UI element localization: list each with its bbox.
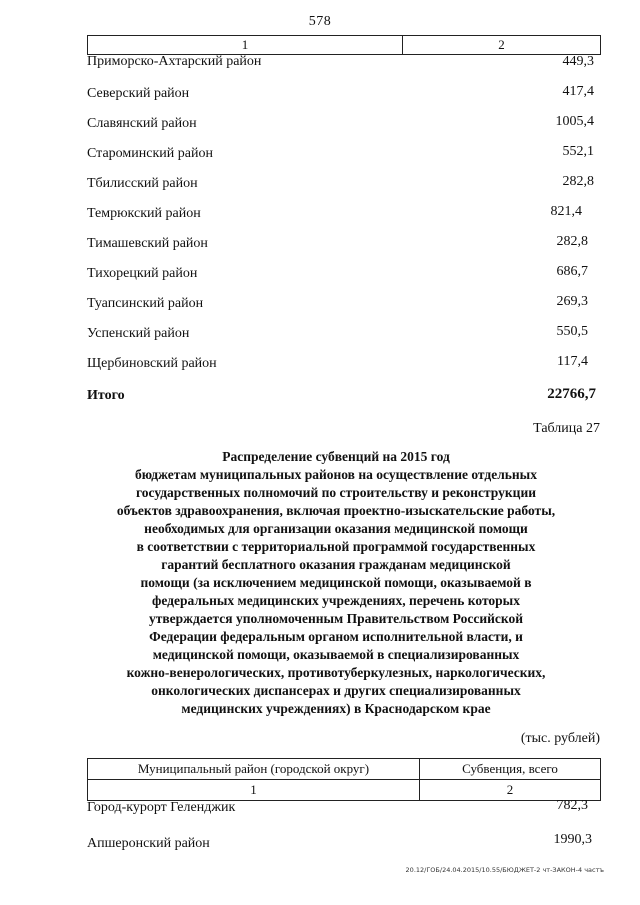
table-row-value: 782,3 [556, 798, 588, 813]
title-line: медицинских учреждениях) в Краснодарском крае [181, 701, 491, 716]
top-table-header [87, 35, 601, 55]
table-row-value: 552,1 [562, 144, 594, 159]
table-row-name: Славянский район [87, 116, 197, 131]
table-row-value: 282,8 [562, 174, 594, 189]
table27-header [87, 758, 601, 801]
table27-header-num2: 2 [506, 782, 514, 797]
table-row-value: 417,4 [562, 84, 594, 99]
title-line: гарантий бесплатного оказания гражданам медицинской [161, 557, 511, 572]
table-row-name: Город-курорт Геленджик [87, 800, 236, 815]
table-row-value: 1005,4 [555, 114, 594, 129]
table-row-name: Темрюкский район [87, 206, 201, 221]
total-value: 22766,7 [547, 386, 596, 402]
table-row-name: Северский район [87, 86, 190, 101]
title-line: онкологических диспансерах и других специализированных [151, 683, 521, 698]
table-row-name: Апшеронский район [87, 836, 210, 851]
title-line: федеральных медицинских учреждениях, перечень которых [152, 593, 520, 608]
table-row-value: 550,5 [556, 324, 588, 339]
title-line: Распределение субвенций на 2015 год [222, 449, 450, 464]
footer-code: 20.12/ГОБ/24.04.2015/10.55/БЮДЖЕТ-2 чт-ЗАКОН-4 частъ [405, 866, 604, 874]
page-number: 578 [308, 14, 332, 29]
table-row-value: 1990,3 [553, 832, 592, 847]
title-line: бюджетам муниципальных районов на осуществление отдельных [135, 467, 537, 482]
table27-header-col1: Муниципальный район (городской округ) [88, 759, 420, 779]
title-line: объектов здравоохранения, включая проектно-изыскательские работы, [116, 503, 556, 518]
table-row-value: 117,4 [557, 354, 588, 369]
table-row-name: Приморско-Ахтарский район [87, 54, 262, 69]
table-row-value: 282,8 [556, 234, 588, 249]
table-row-name: Староминский район [87, 146, 213, 161]
title-line: в соответствии с территориальной программой государственных [136, 539, 536, 554]
table27-header-num1: 1 [88, 780, 420, 800]
table-row-value: 686,7 [556, 264, 588, 279]
title-line: необходимых для организации оказания медицинской помощи [144, 521, 528, 536]
units-label: (тыс. рублей) [520, 731, 600, 746]
table-row-value: 449,3 [562, 54, 594, 69]
table-row-name: Успенский район [87, 326, 190, 341]
table-title [86, 448, 586, 718]
table-row-value: 269,3 [556, 294, 588, 309]
table-row-name: Тбилисский район [87, 176, 198, 191]
table-row-name: Тихорецкий район [87, 266, 198, 281]
table27-header-col2: Субвенция, всего [462, 761, 558, 776]
top-table-header-col1: 1 [88, 36, 403, 54]
table-row-name: Щербиновский район [87, 356, 217, 371]
title-line: помощи (за исключением медицинской помощи, оказываемой в [140, 575, 532, 590]
title-line: утверждается уполномоченным Правительством Российской [148, 611, 523, 626]
total-label: Итого [87, 388, 125, 403]
title-line: кожно-венерологических, противотуберкулезных, наркологических, [126, 665, 546, 680]
title-line: государственных полномочий по строительству и реконструкции [135, 485, 537, 500]
table-label: Таблица 27 [533, 421, 600, 436]
title-line: медицинской помощи, оказываемой в специализированных [152, 647, 520, 662]
table-row-name: Тимашевский район [87, 236, 208, 251]
title-line: Федерации федеральным органом исполнительной власти, и [149, 629, 523, 644]
table-row-value: 821,4 [550, 204, 582, 219]
top-table-header-col2: 2 [498, 37, 505, 52]
table-row-name: Туапсинский район [87, 296, 204, 311]
